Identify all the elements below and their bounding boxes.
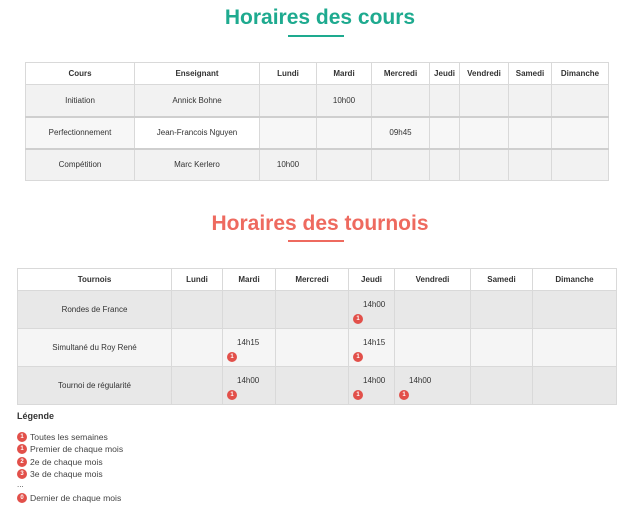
schedule-cell xyxy=(395,367,471,405)
col-header-mercredi: Mercredi xyxy=(276,269,349,291)
schedule-cell xyxy=(276,329,349,367)
col-header-samedi: Samedi xyxy=(509,63,552,85)
col-header-enseignant: Enseignant xyxy=(135,63,260,85)
teacher-name: Annick Bohne xyxy=(135,85,260,117)
col-header-vendredi: Vendredi xyxy=(460,63,509,85)
schedule-cell xyxy=(349,291,395,329)
tournament-name: Tournoi de régularité xyxy=(18,367,172,405)
frequency-badge-icon: 1 xyxy=(353,314,363,324)
schedule-cell xyxy=(349,329,395,367)
schedule-cell xyxy=(552,85,609,117)
schedule-cell xyxy=(317,149,372,181)
schedule-cell xyxy=(349,367,395,405)
teacher-name: Jean-Francois Nguyen xyxy=(135,117,260,149)
time-label: 14h00 xyxy=(237,376,260,385)
col-header-dimanche: Dimanche xyxy=(533,269,617,291)
legend-label: Dernier de chaque mois xyxy=(30,493,122,504)
col-header-tournois: Tournois xyxy=(18,269,172,291)
schedule-cell xyxy=(533,329,617,367)
tournaments-header-row xyxy=(18,269,617,291)
table-row xyxy=(26,85,609,117)
schedule-cell xyxy=(509,117,552,149)
schedule-cell xyxy=(460,117,509,149)
col-header-lundi: Lundi xyxy=(260,63,317,85)
frequency-badge-icon: 1 xyxy=(227,352,237,362)
tournament-name: Simultané du Roy René xyxy=(18,329,172,367)
schedule-cell xyxy=(509,85,552,117)
schedule-cell: 09h45 xyxy=(372,117,430,149)
col-header-jeudi: Jeudi xyxy=(349,269,395,291)
col-header-jeudi: Jeudi xyxy=(430,63,460,85)
time-label: 14h00 xyxy=(363,376,386,385)
frequency-badge-icon: 1 xyxy=(17,444,27,454)
courses-table xyxy=(25,62,609,181)
table-row xyxy=(26,117,609,149)
schedule-cell xyxy=(172,367,223,405)
schedule-cell xyxy=(223,291,276,329)
table-row xyxy=(18,329,617,367)
table-row xyxy=(18,291,617,329)
col-header-cours: Cours xyxy=(26,63,135,85)
schedule-cell xyxy=(533,291,617,329)
schedule-cell: 10h00 xyxy=(260,149,317,181)
col-header-vendredi: Vendredi xyxy=(395,269,471,291)
schedule-cell xyxy=(223,367,276,405)
teacher-name: Marc Kerlero xyxy=(135,149,260,181)
time-label: 14h15 xyxy=(237,338,260,347)
schedule-cell xyxy=(260,85,317,117)
schedule-cell xyxy=(395,329,471,367)
course-name: Compétition xyxy=(26,149,135,181)
legend-label: 3e de chaque mois xyxy=(30,469,103,480)
col-header-dimanche: Dimanche xyxy=(552,63,609,85)
schedule-cell xyxy=(317,117,372,149)
schedule-cell xyxy=(395,291,471,329)
time-label: 14h00 xyxy=(409,376,432,385)
schedule-cell xyxy=(172,329,223,367)
schedule-cell: 10h00 xyxy=(317,85,372,117)
frequency-badge-icon: 0 xyxy=(17,493,27,503)
schedule-cell xyxy=(260,117,317,149)
table-row xyxy=(26,149,609,181)
frequency-badge-icon: 1 xyxy=(353,390,363,400)
schedule-cell xyxy=(460,149,509,181)
col-header-mardi: Mardi xyxy=(223,269,276,291)
frequency-badge-icon: 2 xyxy=(17,457,27,467)
tournaments-title-underline xyxy=(288,240,344,242)
course-name: Perfectionnement xyxy=(26,117,135,149)
frequency-badge-icon: 1 xyxy=(399,390,409,400)
legend-label: Premier de chaque mois xyxy=(30,444,124,455)
course-name: Initiation xyxy=(26,85,135,117)
schedule-cell xyxy=(471,291,533,329)
frequency-badge-icon: 1 xyxy=(17,432,27,442)
schedule-cell xyxy=(430,85,460,117)
col-header-mercredi: Mercredi xyxy=(372,63,430,85)
schedule-cell xyxy=(276,367,349,405)
legend-item xyxy=(17,443,123,455)
frequency-badge-icon: 1 xyxy=(353,352,363,362)
time-label: 14h00 xyxy=(363,300,386,309)
legend-item xyxy=(17,492,123,504)
legend xyxy=(17,431,123,504)
schedule-cell xyxy=(223,329,276,367)
table-row xyxy=(18,367,617,405)
legend-title: Légende xyxy=(17,411,55,421)
schedule-cell xyxy=(509,149,552,181)
legend-label: 2e de chaque mois xyxy=(30,456,103,467)
schedule-cell xyxy=(460,85,509,117)
legend-label: Toutes les semaines xyxy=(30,432,108,443)
schedule-cell xyxy=(533,367,617,405)
col-header-samedi: Samedi xyxy=(471,269,533,291)
schedule-cell xyxy=(276,291,349,329)
tournaments-title: Horaires des tournois xyxy=(211,212,429,235)
legend-item xyxy=(17,431,123,443)
schedule-cell xyxy=(430,149,460,181)
legend-item xyxy=(17,468,123,480)
courses-title: Horaires des cours xyxy=(224,6,416,29)
legend-item xyxy=(17,456,123,468)
tournament-name: Rondes de France xyxy=(18,291,172,329)
legend-ellipsis: ... xyxy=(17,480,24,490)
frequency-badge-icon: 1 xyxy=(227,390,237,400)
courses-title-underline xyxy=(288,35,344,37)
schedule-cell xyxy=(552,117,609,149)
tournaments-table xyxy=(17,268,617,405)
col-header-mardi: Mardi xyxy=(317,63,372,85)
frequency-badge-icon: 3 xyxy=(17,469,27,479)
schedule-cell xyxy=(172,291,223,329)
schedule-cell xyxy=(372,85,430,117)
time-label: 14h15 xyxy=(363,338,386,347)
schedule-cell xyxy=(372,149,430,181)
schedule-cell xyxy=(471,367,533,405)
schedule-cell xyxy=(471,329,533,367)
col-header-lundi: Lundi xyxy=(172,269,223,291)
schedule-cell xyxy=(430,117,460,149)
schedule-cell xyxy=(552,149,609,181)
courses-header-row xyxy=(26,63,609,85)
